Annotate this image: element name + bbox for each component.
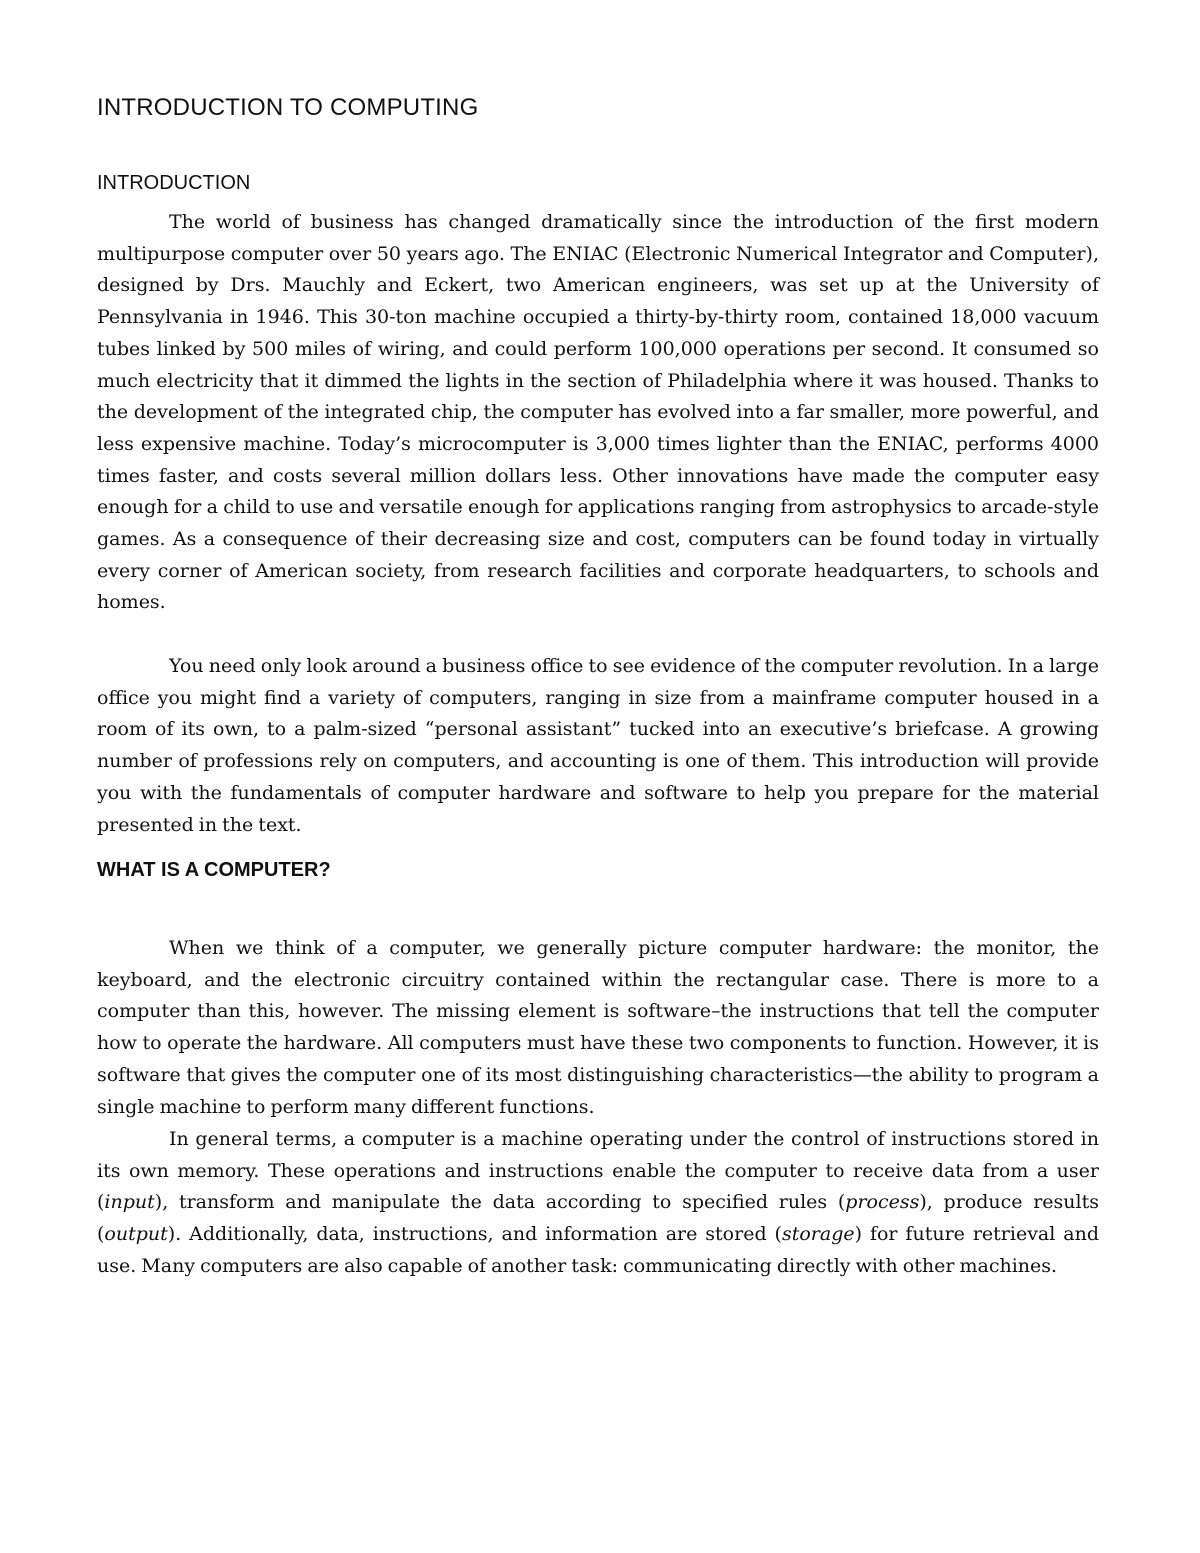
term-storage: storage [781,1223,855,1246]
term-output: output [104,1223,168,1246]
paragraph-text: In general terms, a computer is a machine operating under the control of instructions stored in its own memory. These operations and instructions enable the computer to receive data from a user ( [97,1128,1099,1214]
document-title: INTRODUCTION TO COMPUTING [97,94,479,121]
section-heading-introduction: INTRODUCTION [97,172,251,194]
what-is-a-computer-paragraph-2 [97,1124,1099,1283]
paragraph-text: ), transform and manipulate the data according to specified rules ( [154,1191,846,1214]
what-is-a-computer-paragraph-1: When we think of a computer, we generally picture computer hardware: the monitor, the keyboard, and the electronic circuitry contained within the rectangular case. There is more to a computer than this, however. The missing element is software–the instructions that tell the computer how to operate the hardware. All computers must have these two components to function. However, it is software that gives the computer one of its most distinguishing characteristics—the ability to program a single machine to perform many different functions. [97,937,1099,1118]
section-heading-what-is-a-computer: WHAT IS A COMPUTER? [97,859,331,881]
paragraph-text: ) for future retrieval and use. Many computers are also capable of another task: communicating directly with other machines. [97,1223,1099,1277]
term-process: process [845,1191,920,1214]
term-input: input [104,1191,155,1214]
introduction-paragraph-2: You need only look around a business office to see evidence of the computer revolution. In a large office you might find a variety of computers, ranging in size from a mainframe computer housed in a room of its own, to a palm-sized “personal assistant” tucked into an executive’s briefcase. A growing number of professions rely on computers, and accounting is one of them. This introduction will provide you with the fundamentals of computer hardware and software to help you prepare for the material presented in the text. [97,655,1099,836]
paragraph-text: ), produce results ( [97,1191,1099,1246]
introduction-paragraph-1: The world of business has changed dramatically since the introduction of the first modern multipurpose computer over 50 years ago. The ENIAC (Electronic Numerical Integrator and Computer), designed by Drs. Mauchly and Eckert, two American engineers, was set up at the University of Pennsylvania in 1946. This 30-ton machine occupied a thirty-by-thirty room, contained 18,000 vacuum tubes linked by 500 miles of wiring, and could perform 100,000 operations per second. It consumed so much electricity that it dimmed the lights in the section of Philadelphia where it was housed. Thanks to the development of the integrated chip, the computer has evolved into a far smaller, more powerful, and less expensive machine. Today’s microcomputer is 3,000 times lighter than the ENIAC, performs 4000 times faster, and costs several million dollars less. Other innovations have made the computer easy enough for a child to use and versatile enough for applications ranging from astrophysics to arcade-style games. As a consequence of their decreasing size and cost, computers can be found today in virtually every corner of American society, from research facilities and corporate headquarters, to schools and homes. [97,211,1099,614]
paragraph-text: ). Additionally, data, instructions, and information are stored ( [167,1223,782,1246]
